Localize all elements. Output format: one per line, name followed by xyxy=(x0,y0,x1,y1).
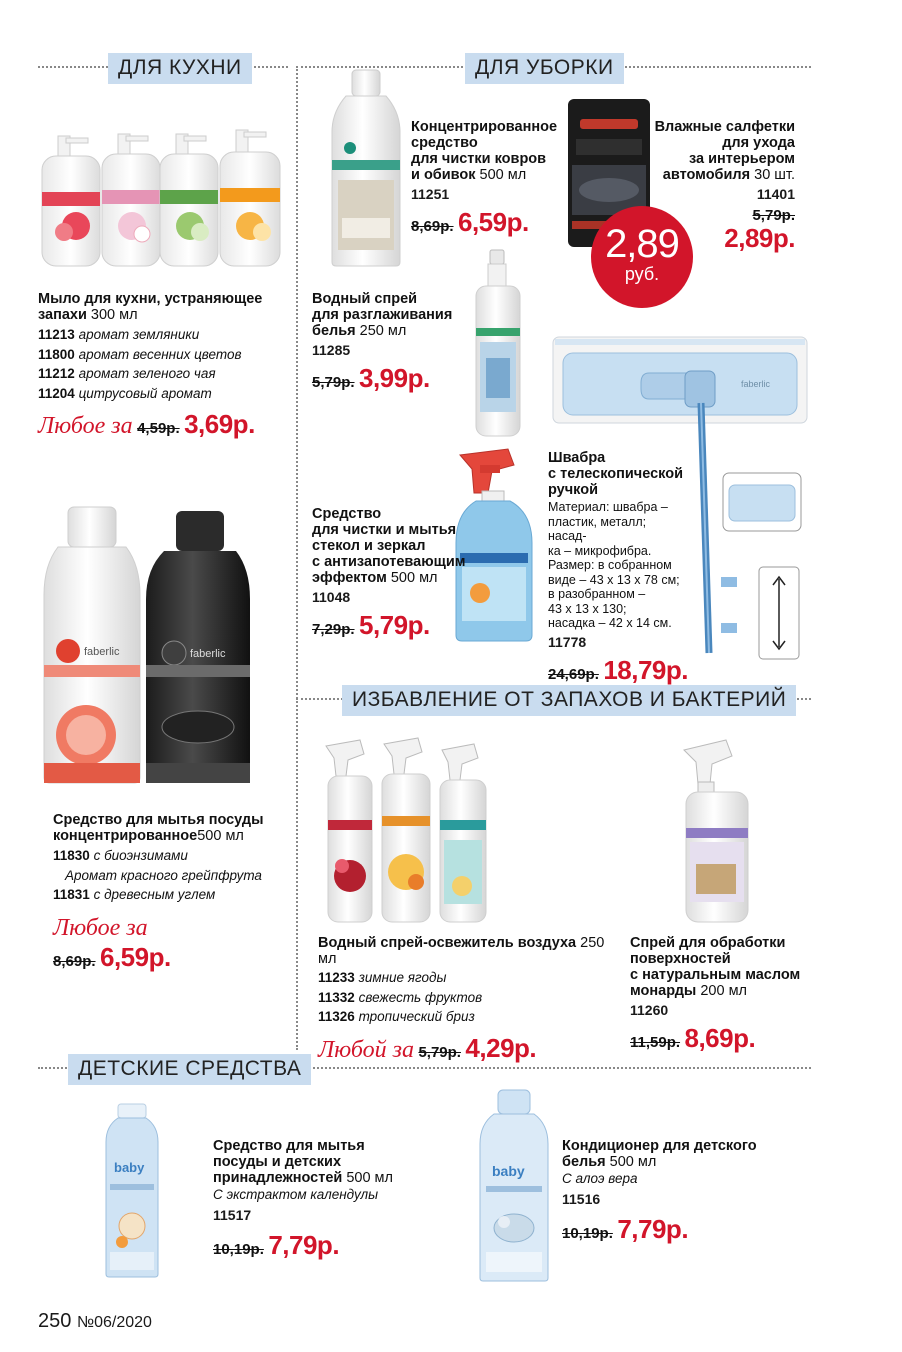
odor-header: ИЗБАВЛЕНИЕ ОТ ЗАПАХОВ И БАКТЕРИЙ xyxy=(342,685,796,716)
old-price: 10,19р. xyxy=(213,1241,264,1258)
glass-cleaner-info xyxy=(312,506,472,641)
mop-info xyxy=(548,450,688,686)
mop-desc-line: ка – микрофибра. xyxy=(548,543,652,558)
dish-detergent-bottles-image xyxy=(40,505,255,787)
dish-detergent-info xyxy=(53,812,293,973)
mop-desc-line: Размер: в собранном xyxy=(548,558,672,572)
carpet-title xyxy=(411,119,571,183)
baby-label: baby xyxy=(492,1163,525,1179)
glass-volume: 500 мл xyxy=(390,570,438,586)
surface-title-line: Спрей для обработки xyxy=(630,935,786,951)
badge-value: 2,89 xyxy=(605,222,679,266)
variant-desc: тропический бриз xyxy=(358,1009,475,1024)
variant-code: 11204 xyxy=(38,385,75,401)
brand-label: faberlic xyxy=(741,379,771,389)
product-code: 11285 xyxy=(312,342,351,358)
variant-desc: аромат весенних цветов xyxy=(78,346,242,362)
wipes-title-line: для ухода xyxy=(722,135,795,151)
variant-desc: цитрусовый аромат xyxy=(78,385,212,401)
carpet-price xyxy=(411,207,571,238)
variant-desc: зимние ягоды xyxy=(358,970,447,985)
glass-title-line: Средство xyxy=(312,506,382,522)
kids-softener-info xyxy=(562,1138,782,1245)
ironing-title xyxy=(312,291,472,339)
kitchen-soap-price xyxy=(38,409,288,440)
kitchen-soap-info xyxy=(38,291,288,440)
kids-softener-title xyxy=(562,1138,782,1170)
kids-softener-price xyxy=(562,1214,782,1245)
wipes-title xyxy=(640,119,795,183)
kitchen-soap-bottles-image xyxy=(36,128,286,276)
surface-title xyxy=(630,935,810,999)
variant-code: 11213 xyxy=(38,327,75,342)
old-price: 5,79р. xyxy=(312,374,355,391)
ironing-volume: 250 мл xyxy=(359,323,407,339)
page-footer xyxy=(38,1310,152,1333)
dish-title-line: Средство для мытья посуды xyxy=(53,812,264,828)
surface-price xyxy=(630,1023,810,1054)
brand-label: faberlic xyxy=(84,646,120,658)
surface-title-line: с натуральным маслом xyxy=(630,967,801,983)
new-price: 2,89р. xyxy=(724,223,795,253)
variant-code: 11332 xyxy=(318,989,355,1005)
new-price: 3,99р. xyxy=(358,363,430,393)
new-price: 6,59р. xyxy=(457,207,529,237)
product-code: 11401 xyxy=(756,186,795,202)
brand-label: faberlic xyxy=(190,648,226,660)
badge-unit: руб. xyxy=(624,264,660,284)
old-price: 8,69р. xyxy=(411,218,454,235)
kids-dish-volume: 500 мл xyxy=(346,1170,393,1186)
variant-desc: аромат зеленого чая xyxy=(78,366,216,381)
glass-title-line: для чистки и мытья xyxy=(312,522,457,538)
mop-desc-line: в разобранном – xyxy=(548,587,646,601)
mop-price xyxy=(548,655,688,686)
old-price: 24,69р. xyxy=(548,665,599,683)
carpet-title-line: для чистки ковров xyxy=(411,151,547,167)
carpet-cleaner-bottle-image xyxy=(328,68,404,268)
any-label: Любое за xyxy=(53,914,148,941)
kids-dish-price xyxy=(213,1230,413,1261)
ironing-title-line: для разглаживания xyxy=(312,307,453,323)
page-number: 250 xyxy=(38,1310,72,1332)
mop-desc-line: виде – 43 x 13 x 78 см; xyxy=(548,572,680,587)
mop-desc-line: пластик, металл; насад- xyxy=(548,514,647,543)
new-price: 7,79р. xyxy=(617,1214,689,1244)
ironing-price xyxy=(312,363,472,394)
variant-row xyxy=(38,384,288,404)
glass-price xyxy=(312,610,472,641)
wipes-title-line: автомобиля xyxy=(662,167,751,183)
old-price: 4,59р. xyxy=(137,420,180,437)
kids-softener-title-line: белья xyxy=(562,1154,606,1170)
glass-title-line: с антизапотевающим xyxy=(312,554,466,570)
new-price: 18,79р. xyxy=(603,654,688,685)
air-freshener-bottles-image xyxy=(320,736,502,926)
ironing-title-line: Водный спрей xyxy=(312,291,418,307)
product-code: 11251 xyxy=(411,186,450,202)
dish-price xyxy=(53,915,293,973)
mop-title-line: Швабра xyxy=(548,450,606,466)
kitchen-soap-volume: 300 мл xyxy=(90,307,138,323)
issue-number: №06/2020 xyxy=(76,1314,152,1331)
old-price: 7,29р. xyxy=(312,621,355,638)
variant-code: 11831 xyxy=(53,887,90,902)
product-code: 11517 xyxy=(213,1207,252,1223)
variant-code: 11233 xyxy=(318,970,355,985)
car-wipes-info xyxy=(640,119,795,256)
carpet-cleaner-info xyxy=(411,119,571,238)
mop-desc-line: насадка – 42 x 14 см. xyxy=(548,616,672,630)
variant-row xyxy=(38,345,288,365)
new-price: 5,79р. xyxy=(358,610,430,640)
wipes-volume: 30 шт. xyxy=(754,167,795,183)
glass-title-line: эффектом xyxy=(312,570,387,586)
any-label: Любой за xyxy=(318,1036,414,1063)
new-price: 8,69р. xyxy=(684,1023,756,1053)
surface-volume: 200 мл xyxy=(700,983,747,999)
kitchen-soap-title-line: запахи xyxy=(38,307,87,323)
mop-title xyxy=(548,450,688,498)
new-price: 6,59р. xyxy=(99,941,171,972)
new-price: 4,29р. xyxy=(465,1032,537,1063)
carpet-volume: 500 мл xyxy=(479,167,527,183)
variant-row xyxy=(38,325,288,345)
mop-title-line: с телескопической xyxy=(548,466,684,482)
kids-dish-title-line: принадлежностей xyxy=(213,1170,343,1186)
air-freshener-info xyxy=(318,935,623,1064)
air-volume: 250 мл xyxy=(318,935,605,967)
air-price xyxy=(318,1033,623,1064)
old-price: 10,19р. xyxy=(562,1225,613,1242)
glass-title-line: стекол и зеркал xyxy=(312,538,426,554)
new-price: 7,79р. xyxy=(268,1230,340,1260)
wipes-title-line: за интерьером xyxy=(688,151,795,167)
dish-title xyxy=(53,812,293,844)
variant-desc: свежесть фруктов xyxy=(358,989,483,1005)
wipes-title-line: Влажные салфетки xyxy=(654,119,795,135)
mop-desc-line: 43 x 13 x 130; xyxy=(548,601,627,616)
product-code: 11048 xyxy=(312,589,351,605)
ironing-spray-info xyxy=(312,291,472,394)
surface-title-line: поверхностей xyxy=(630,951,731,967)
dish-volume: 500 мл xyxy=(197,828,244,844)
glass-title xyxy=(312,506,472,586)
product-code: 11516 xyxy=(562,1191,601,1207)
variant-desc: с древесным углем xyxy=(93,887,216,902)
air-title xyxy=(318,935,623,967)
ironing-spray-bottle-image xyxy=(470,248,528,440)
old-price: 11,59р. xyxy=(630,1034,681,1051)
kids-dish-title-line: посуды и детских xyxy=(213,1154,342,1170)
ironing-title-line: белья xyxy=(312,323,356,339)
kids-softener-volume: 500 мл xyxy=(609,1154,657,1170)
variant-code: 11212 xyxy=(38,366,75,381)
variant-code: 11830 xyxy=(53,848,90,863)
carpet-title-line: и обивок xyxy=(411,167,476,183)
variant-code: 11326 xyxy=(318,1009,355,1024)
kids-dish-bottle-image xyxy=(104,1102,160,1278)
product-code: 11778 xyxy=(548,633,587,650)
kitchen-soap-title xyxy=(38,291,288,323)
cleaning-header: ДЛЯ УБОРКИ xyxy=(465,53,624,84)
any-label: Любое за xyxy=(38,413,133,439)
baby-label: baby xyxy=(114,1160,145,1175)
kitchen-soap-title-line: Мыло для кухни, устраняющее xyxy=(38,291,263,307)
old-price: 5,79р. xyxy=(418,1043,461,1061)
mop-desc-line: Материал: швабра – xyxy=(548,500,668,514)
carpet-title-line: средство xyxy=(411,135,478,151)
variant-desc: Аромат красного грейпфрута xyxy=(65,867,262,883)
mop-description xyxy=(548,500,688,631)
kitchen-header: ДЛЯ КУХНИ xyxy=(108,53,252,84)
kids-softener-bottle-image xyxy=(478,1088,550,1282)
column-divider xyxy=(296,66,298,1050)
kids-header: ДЕТСКИЕ СРЕДСТВА xyxy=(68,1054,311,1085)
variant-desc: с биоэнзимами xyxy=(93,848,188,863)
kids-dish-info xyxy=(213,1138,413,1261)
old-price: 5,79р. xyxy=(752,207,795,224)
product-code: 11260 xyxy=(630,1002,669,1018)
old-price: 8,69р. xyxy=(53,952,96,970)
surface-spray-bottle-image xyxy=(680,736,760,926)
mop-title-line: ручкой xyxy=(548,482,598,498)
kids-dish-title-line: Средство для мытья xyxy=(213,1138,365,1154)
kids-dish-title xyxy=(213,1138,413,1186)
dish-title-line: концентрированное xyxy=(53,828,198,844)
surface-title-line: монарды xyxy=(630,983,697,999)
surface-spray-info xyxy=(630,935,810,1054)
kids-softener-desc: С алоэ вера xyxy=(562,1171,638,1186)
variant-row xyxy=(38,364,288,384)
new-price: 3,69р. xyxy=(184,409,255,439)
air-title-line: Водный спрей-освежитель воздуха xyxy=(318,935,577,951)
kids-dish-desc: С экстрактом календулы xyxy=(213,1187,379,1202)
variant-desc: аромат земляники xyxy=(78,327,200,342)
carpet-title-line: Концентрированное xyxy=(411,119,558,135)
kids-softener-title-line: Кондиционер для детского xyxy=(562,1138,757,1154)
variant-code: 11800 xyxy=(38,346,75,362)
